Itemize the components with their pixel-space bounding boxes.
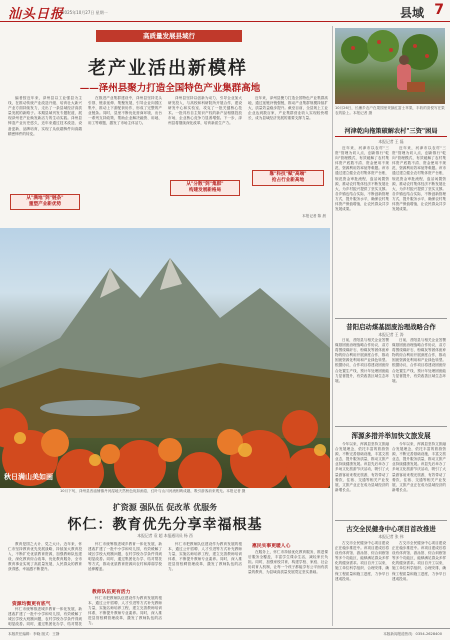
lead-story-col4: [248, 96, 328, 166]
bottom-col4: [248, 550, 328, 626]
story2-text-b: 近年来，河津市以农村"三资"管理为切入点，创新推行"乾向"管理模式，有效破解了农村集体资产底数不清、资金使用不规范、资源利用效率低等难题。该市通过建立健全农村集体资产台账，规范资金审批流程，盘活闲置资源，推动农村集体经济不断发展壮大，为乡村振兴提供了坚实支撑。各乡镇也结合实际，不断创新管理方式，提升服务水平，确保农村集体资产保值增值，让农民群众共享发展成果。: [392, 146, 446, 212]
story5-title: 古交全民健身中心项目首改推进: [346, 525, 436, 533]
bottom-story-kicker: 扩资源 强队伍 促改革 优服务: [112, 502, 218, 512]
story3-text-b: 日前，昔阳县与相关企业签署煤基固废治理战略合作协议，双方将围绕煤矸石、粉煤灰等固体废弃物的综合利用开展深度合作，推动固废资源化利用和产业绿色转型。根据协议，合作项目将建设固废综合处置生产线，预计年处理固废能力显著提升，有效改善区域生态环境。: [392, 338, 446, 383]
story4-title: 浑源多措并举加快文旅发展: [351, 432, 431, 440]
story5-byline: 本报记者 张 伟: [378, 534, 404, 539]
lead-subhead-2-line1: 从"分散"到"集群": [186, 182, 224, 187]
bottom-col2: [88, 542, 162, 586]
bottom-subhead-3: 惠民实事更暖人心: [252, 544, 291, 549]
story5-top-rule: [335, 520, 447, 521]
bottom-col4-text: 在服务上，怀仁市持续优化教育服务，推进课后服务全覆盖，丰富学生课余生活，减轻家长负担。同时，加强家校共育，构建学校、家庭、社会协同育人机制，让每一个孩子都能享有公平而有质量的教育，为县域高质量发展奠定坚实基础。: [248, 550, 328, 575]
story4-body: [335, 442, 389, 512]
bottom-story-byline: 本报记者 袁 超 本报通讯员 杨 西: [137, 533, 193, 538]
landscape-scene: [0, 228, 330, 488]
story4-top-rule: [335, 426, 447, 427]
lead-story-col2: [88, 96, 162, 224]
story3-byline: 本报记者 王 涛: [378, 332, 404, 337]
bottom-col2-text: 怀仁市统筹推进城乡教育一体化发展，新建改扩建了一批中小学和幼儿园，有效缓解了城区学校大班额问题，农村学校办学条件得到明显改善。同时，通过集团化办学、结对帮扶等方式，推动优质教育资源向农村和薄弱学校延伸覆盖。: [88, 542, 162, 572]
bottom-col2-b: [88, 596, 162, 626]
story4-text-a: 今年以来，浑源县坚持文旅融合发展理念，依托丰富的旅游资源，不断完善基础设施，丰富文旅业态，提升服务质量，推动文旅产业持续健康发展。该县先后举办了多场文化旅游节庆活动，吸引了大量游客前来观光旅游，有效带动了餐饮、住宿、交通等相关产业发展，文旅产业正在成为县域经济的新增长点。: [335, 442, 389, 492]
bottom-col3-text: 怀仁市把教师队伍建设作为教育发展的根本，通过公开招聘、人才引进等方式补充教师力量，实施名师培养工程，建立完善教师培训体系，不断提升教师专业素养。同时，深入推进县管校聘管理改革，激发了教师队伍的活力。: [168, 542, 242, 572]
page-number: 7: [434, 2, 444, 18]
lead-subhead-3: [252, 170, 324, 186]
story2-body-b: [392, 146, 446, 300]
story2-rule: [335, 136, 447, 137]
orchard-photo: [335, 28, 445, 104]
story2-byline: 本报记者 王 磊: [378, 139, 404, 144]
bottom-col1b-text: 怀仁市统筹推进城乡教育一体化发展，新建改扩建了一批中小学和幼儿园，有效缓解了城区学校大班额问题，农村学校办学条件得到明显改善。同时，通过集团化办学、结对帮扶: [8, 607, 82, 627]
lead-subhead-2-line2: 构建发展新格局: [188, 188, 222, 193]
section-name: 县域: [399, 6, 424, 20]
page-subheadline: ——泽州县聚力打造全国特色产业集群高地: [79, 83, 261, 94]
bottom-subhead-1: 资源均衡更有底气: [12, 602, 51, 607]
story3-top-rule: [335, 318, 447, 319]
lead-story-col1: [8, 96, 82, 192]
story4-text-b: 今年以来，浑源县坚持文旅融合发展理念，依托丰富的旅游资源，不断完善基础设施，丰富文旅业态，提升服务质量，推动文旅产业持续健康发展。该县先后举办了多场文化旅游节庆活动，吸引了大量游客前来观光旅游，有效带动了餐饮、住宿、交通等相关产业发展，文旅产业正在成为县域经济的新增长点。: [392, 442, 446, 492]
story3-text-a: 日前，昔阳县与相关企业签署煤基固废治理战略合作协议，双方将围绕煤矸石、粉煤灰等固体废弃物的综合利用开展深度合作，推动固废资源化利用和产业绿色转型。根据协议，合作项目将建设固废综合处置生产线，预计年处理固废能力显著提升，有效改善区域生态环境。: [335, 338, 389, 383]
bottom-col2b-text: 怀仁市把教师队伍建设作为教育发展的根本，通过公开招聘、人才引进等方式补充教师力量，实施名师培养工程，建立完善教师培训体系，不断提升教师专业素养。同时，深入推进县管校聘管理改革，激发了教师队伍的活力。: [88, 596, 162, 626]
masthead: [0, 0, 450, 22]
lead-subhead-1-line2: 重塑产业新优势: [28, 202, 62, 207]
issue-date: 2025年10月27日 星期一: [62, 10, 108, 15]
lead-subhead-3-line1: 靠"科技"赋"高端": [269, 172, 307, 177]
page-headline: 老产业活出新模样: [88, 58, 248, 79]
landscape-photo-caption: 10月下旬，泽州县晋庙铺镇丹河湿地天然秋色宛如画卷，红叶与山川河流相映成趣，吸引游客前来观光。本报记者 摄: [60, 489, 246, 493]
lead-signoff: 本报记者 陈 晨: [302, 214, 326, 218]
story3-body: [335, 338, 389, 420]
bottom-col3: [168, 542, 242, 626]
lead-col4-text: 近年来，泽州县聚力打造全国特色产业集群高地，通过延链补链强链，推动产业集群规模持续扩大，质量效益稳步提升。截至目前，全县规上工业企业达到数百家，产业集群营业收入实现较快增长，成为县域经济发展的重要支撑力量。: [248, 96, 328, 121]
story3-body-b: [392, 338, 446, 420]
story4-body-b: [392, 442, 446, 512]
story3-title: 昔阳启动煤基固废治理战略合作: [346, 323, 436, 331]
footer-editor: 本版责任编辑：李晓 版式：王静: [8, 632, 60, 636]
lead-subhead-2: [170, 180, 240, 196]
story5-body-b: [392, 541, 446, 625]
bottom-subhead-2: 教师队伍更有活力: [92, 590, 131, 595]
lead-subhead-1-line1: 从"满地"到"链条": [26, 196, 64, 201]
story2-title: 河津乾向拖策破解农村"三资"困局: [344, 128, 438, 135]
column-banner: 高质量发展县域行: [96, 30, 242, 42]
page-footer: [0, 628, 450, 640]
story5-body: [335, 541, 389, 625]
story2-body: [335, 146, 389, 300]
autumn-landscape-photo: [0, 228, 330, 488]
orchard-scene: [335, 28, 445, 104]
story2-text-a: 近年来，河津市以农村"三资"管理为切入点，创新推行"乾向"管理模式，有效破解了农村集体资产底数不清、资金使用不规范、资源利用效率低等难题。该市通过建立健全农村集体资产台账，规范资金审批流程，盘活闲置资源，推动农村集体经济不断发展壮大，为乡村振兴提供了坚实支撑。各乡镇也结合实际，不断创新管理方式，提升服务水平，确保农村集体资产保值增值，让农民群众共享发展成果。: [335, 146, 389, 212]
bottom-col1: [8, 542, 82, 598]
column-divider: [332, 26, 333, 626]
footer-contact: 本版新闻报道热线：0354-2628400: [383, 632, 442, 636]
bottom-story-title: 怀仁：教育优先分享幸福根基: [67, 517, 263, 533]
photo-label: 秋日满山美如画: [4, 473, 53, 481]
lead-col2-text: 在推进产业集群建设中，泽州县坚持龙头引领、链条延伸、集聚发展，引导企业向园区集中，推动上下游配套协作，形成了完整的产业链条。同时，县里不断优化营商环境，出台一系列支持政策，帮助企业解决融资、用地、用工等难题，激发了市场主体活力。: [88, 96, 162, 126]
story5-text-a: 古交市全民健身中心项目建设正在稳步推进中。该项目建成后将设有体育馆、游泳馆、综合训练馆等多个功能区，能够满足群众多样化的健身需求。项目自开工以来，施工单位科学组织、合理安排，确保工程质量和施工进度，力争早日建成投用。: [335, 541, 389, 581]
orchard-photo-caption: 10月26日，长濑乡农户在果园里采摘红富士苹果，丰收的喜悦写在果农的脸上。本报记者 摄: [335, 106, 445, 115]
lead-story-col3: [168, 96, 242, 178]
newspaper-logo: 汕头日报: [8, 7, 65, 22]
lead-subhead-3-line2: 抢占行业新高地: [271, 178, 305, 183]
bottom-col1-b: [8, 607, 82, 627]
lead-col1-text: 编者按近年来，泽州县以工业强县为主线，在推动传统产业改造升级、培育壮大新兴产业方面持续发力，走出了一条县域经济高质量发展的新路子。本期县域刊发专题报道，展现泽州老产业焕发新活力的生动实践。泽州县铸造产业历史悠久，近年来通过技术改造、设备更新、品牌培育，实现了从低端铸件向高端精密铸件的转变。: [8, 96, 82, 136]
lead-col3-text: 泽州县坚持以创新为动力，引导企业加大研发投入，与高校和科研院所开展合作，建设研发中心和实验室，攻克了一批关键核心技术。一批具有自主知识产权的新产品相继投放市场，企业核心竞争力显著增强。下一步，泽州县将继续深化改革，培育新质生产力。: [168, 96, 242, 126]
lead-subhead-1: [10, 194, 80, 210]
bottom-col1-text: 教育是国之大计、党之大计。近年来，怀仁市坚持教育优先发展战略，持续加大教育投入，不断扩充优质教育资源，加强教师队伍建设，深化教育综合改革，优化教育服务，全市教育事业实现了高质量发展，人民群众的教育获得感、幸福感不断提升。: [8, 542, 82, 572]
story5-text-b: 古交市全民健身中心项目建设正在稳步推进中。该项目建成后将设有体育馆、游泳馆、综合训练馆等多个功能区，能够满足群众多样化的健身需求。项目自开工以来，施工单位科学组织、合理安排，确保工程质量和施工进度，力争早日建成投用。: [392, 541, 446, 581]
